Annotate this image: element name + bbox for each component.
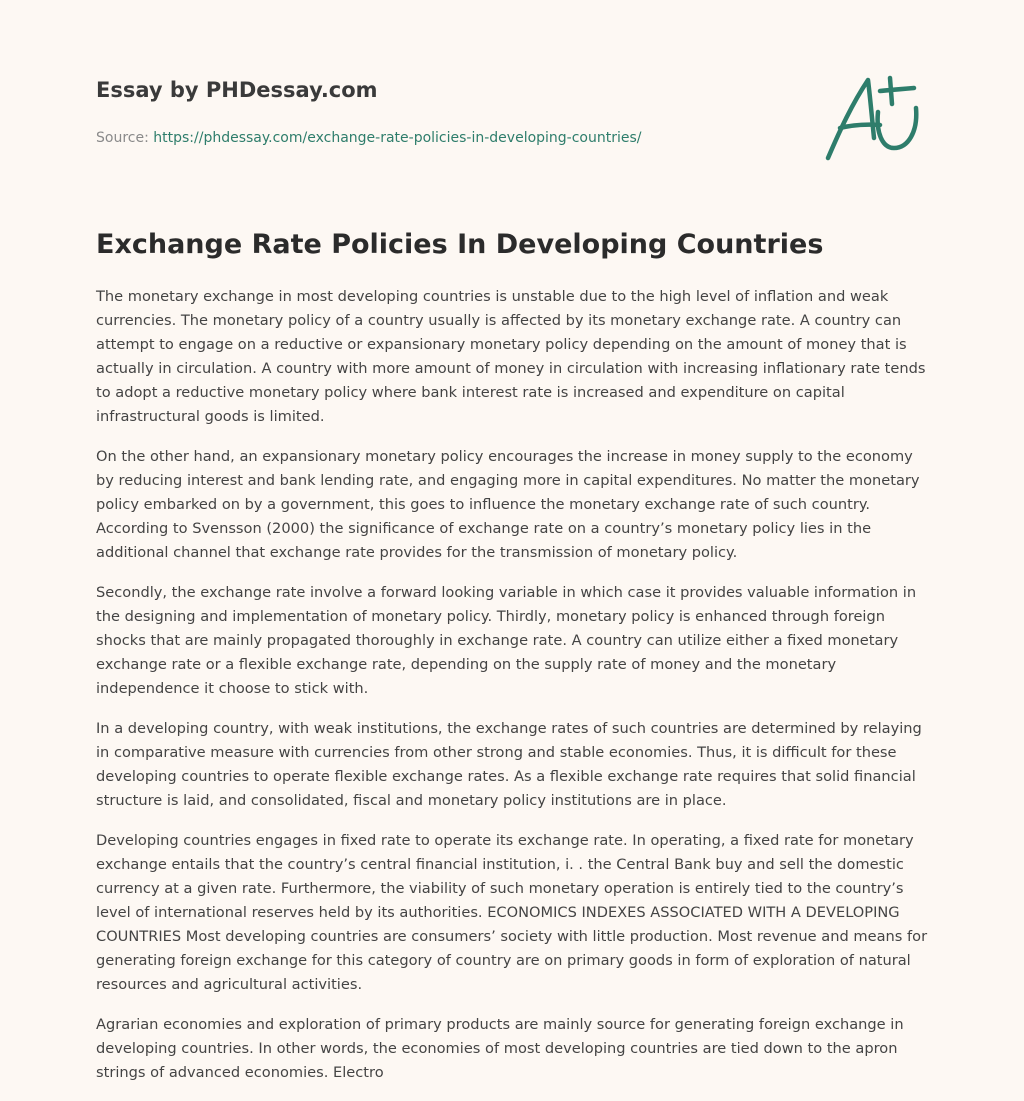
paragraph: Developing countries engages in fixed rate to operate its exchange rate. In operating, a fixed rate for monetary exchange entails that the country’s central financial institution, i. . the Central Bank buy and sell the domestic currency at a given rate. Furthermore, the viability of such monetary operation is entirely tied to the country’s level of international reserves held by its authorities. ECONOMICS INDEXES ASSOCIATED WITH A DEVELOPING COUNTRIES Most developing countries are consumers’ society with little production. Most revenue and means for generating foreign exchange for this category of country are on primary goods in form of exploration of natural resources and agricultural activities. [96, 832, 928, 993]
source-line [96, 128, 796, 148]
paragraph: Agrarian economies and exploration of primary products are mainly source for generating foreign exchange in developing countries. In other words, the economies of most developing countries are tied down to the apron strings of advanced economies. Electro [96, 1016, 904, 1081]
paragraph: On the other hand, an expansionary monetary policy encourages the increase in money supply to the economy by reducing interest and bank lending rate, and engaging more in capital expenditures. No matter the monetary policy embarked on by a government, this goes to influence the monetary exchange rate of such country. According to Svensson (2000) the significance of exchange rate on a country’s monetary policy lies in the additional channel that exchange rate provides for the transmission of monetary policy. [96, 448, 920, 561]
essay-title: Exchange Rate Policies In Developing Countries [96, 229, 824, 260]
paragraph: The monetary exchange in most developing countries is unstable due to the high level of inflation and weak currencies. The monetary policy of a country usually is affected by its monetary exchange rate. A country can attempt to engage on a reductive or expansionary monetary policy depending on the amount of money that is actually in circulation. A country with more amount of money in circulation with increasing inflationary rate tends to adopt a reductive monetary policy where bank interest rate is increased and expenditure on capital infrastructural goods is limited. [96, 288, 926, 425]
essay-header [96, 76, 796, 148]
brand-title: Essay by PHDessay.com [96, 78, 378, 102]
source-label: Source: [96, 130, 149, 146]
paragraph: In a developing country, with weak institutions, the exchange rates of such countries are determined by relaying in comparative measure with currencies from other strong and stable economies. Thus, it is difficult for these developing countries to operate flexible exchange rates. As a flexible exchange rate requires that solid financial structure is laid, and consolidated, fiscal and monetary policy institutions are in place. [96, 720, 922, 809]
a-plus-grade-icon [818, 68, 928, 168]
paragraph: Secondly, the exchange rate involve a forward looking variable in which case it provides valuable information in the designing and implementation of monetary policy. Thirdly, monetary policy is enhanced through foreign shocks that are mainly propagated thoroughly in exchange rate. A country can utilize either a fixed monetary exchange rate or a flexible exchange rate, depending on the supply rate of money and the monetary independence it choose to stick with. [96, 584, 917, 697]
essay-body [96, 285, 932, 1101]
source-link[interactable]: https://phdessay.com/exchange-rate-policies-in-developing-countries/ [153, 130, 642, 146]
